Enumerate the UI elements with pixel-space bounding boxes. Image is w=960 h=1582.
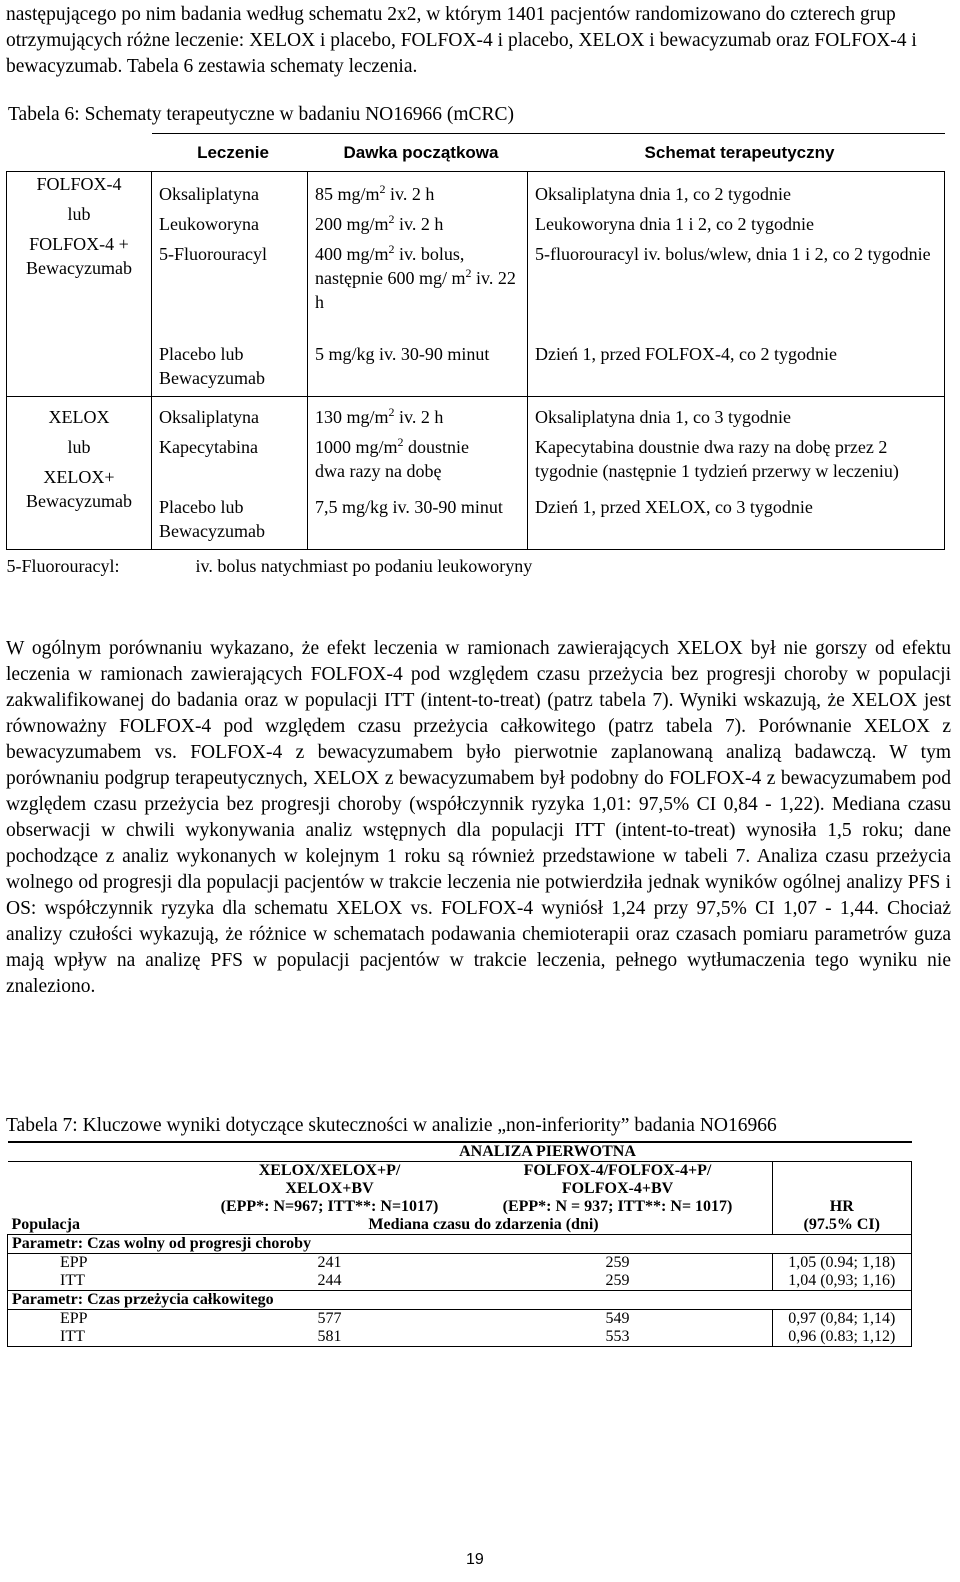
section-os: Parametr: Czas przeżycia całkowitego	[8, 1291, 912, 1310]
table6-caption: Tabela 6: Schematy terapeutyczne w badaniu NO16966 (mCRC)	[8, 104, 515, 125]
population-header: Populacja	[8, 1216, 196, 1235]
drug-cell: Oksaliplatyna Kapecytabina	[152, 397, 308, 484]
table7-section-row	[8, 1291, 912, 1310]
section-pfs: Parametr: Czas wolny od progresji choroby	[8, 1235, 912, 1254]
dose-cell: 7,5 mg/kg iv. 30-90 minut	[308, 483, 528, 550]
dose-cell: 130 $mg/m^2$ iv. 2 h 1000 $mg/m^2$ doustnie dwa razy na dobę	[308, 397, 528, 484]
hr-ci-header: (97.5% CI)	[772, 1216, 912, 1235]
table6-row	[7, 397, 945, 484]
table7-caption: Tabela 7: Kluczowe wyniki dotyczące skuteczności w analizie „non-inferiority” badania NO16966	[6, 1115, 777, 1136]
drug-cell: Placebo lub Bewacyzumab	[152, 330, 308, 397]
group-label-folfox: FOLFOX-4 lub FOLFOX-4 + Bewacyzumab	[7, 172, 152, 397]
drug-cell: Oksaliplatyna Leukoworyna 5-Fluorouracyl	[152, 172, 308, 331]
schedule-cell: Dzień 1, przed FOLFOX-4, co 2 tygodnie	[528, 330, 945, 397]
table-row: EPP 577 549 0,97 (0,84; 1,14)	[8, 1310, 912, 1329]
median-header: Mediana czasu do zdarzenia (dni)	[196, 1216, 773, 1235]
analysis-header: ANALIZA PIERWOTNA	[8, 1142, 912, 1162]
table7-arm-row	[8, 1162, 912, 1217]
schedule-cell: Oksaliplatyna dnia 1, co 3 tygodnie Kapecytabina doustnie dwa razy na dobę przez 2 tygodnie (następnie 1 tydzień przerwy w leczeniu)	[528, 397, 945, 484]
header-schedule: Schemat terapeutyczny	[528, 134, 945, 172]
table6-header-row	[7, 134, 945, 172]
table-row: EPP 241 259 1,05 (0.94; 1,18)	[8, 1254, 912, 1273]
schedule-cell: Dzień 1, przed XELOX, co 3 tygodnie	[528, 483, 945, 550]
table7	[7, 1141, 912, 1347]
arm-folfox: FOLFOX-4/FOLFOX-4+P/ FOLFOX-4+BV (EPP*: N = 937; ITT**: N= 1017)	[502, 1162, 733, 1215]
drug-cell: Placebo lub Bewacyzumab	[152, 483, 308, 550]
group-label-xelox: XELOX lub XELOX+ Bewacyzumab	[7, 397, 152, 550]
schedule-cell: Oksaliplatyna dnia 1, co 2 tygodnie Leukoworyna dnia 1 i 2, co 2 tygodnie 5-fluorouracyl iv. bolus/wlew, dnia 1 i 2, co 2 tygodnie	[528, 172, 945, 331]
dose-cell: 5 mg/kg iv. 30-90 minut	[308, 330, 528, 397]
intro-paragraph: następującego po nim badania według schematu 2x2, w którym 1401 pacjentów randomizowano do czterech grup otrzymujących różne leczenie: XELOX i placebo, FOLFOX-4 i placebo, XELOX i bewacyzumab oraz FOLFOX-4 i bewacyzumab. Tabela 6 zestawia schematy leczenia.	[6, 4, 917, 77]
header-dose: Dawka początkowa	[308, 134, 528, 172]
arm-xelox: XELOX/XELOX+P/ XELOX+BV (EPP*: N=967; ITT**: N=1017)	[220, 1162, 439, 1215]
table-row: ITT 244 259 1,04 (0,93; 1,16)	[8, 1272, 912, 1291]
table6	[6, 133, 945, 578]
body-paragraph: W ogólnym porównaniu wykazano, że efekt leczenia w ramionach zawierających XELOX był nie gorszy od efektu leczenia w ramionach zawierających FOLFOX-4 pod względem czasu przeżycia bez progresji choroby w populacji zakwalifikowanej do badania oraz w populacji ITT (intent-to-treat) (patrz tabela 7). Wyniki wskazują, że XELOX jest równoważny FOLFOX-4 pod względem czasu przeżycia całkowitego (patrz tabela 7). Porównanie XELOX z bewacyzumabem vs. FOLFOX-4 z bewacyzumabem było pierwotnie zaplanowaną analizą badawczą. W tym porównaniu podgrup terapeutycznych, XELOX z bewacyzumabem był podobny do FOLFOX-4 z bewacyzumabem pod względem czasu przeżycia bez progresji choroby (współczynnik ryzyka 1,01: 97,5% CI 0,84 - 1,22). Mediana czasu obserwacji w chwili wykonywania analiz wstępnych dla populacji ITT (intent-to-treat) wynosiła 1,5 roku; dane pochodzące z analiz wykonanych w kolejnym 1 roku są również przedstawione w tabeli 7. Analiza czasu przeżycia wolnego od progresji dla populacji pacjentów w trakcie leczenia nie potwierdziła jednak wyników ogólnej analizy PFS i OS: współczynnik ryzyka dla schematu XELOX vs. FOLFOX-4 wyniósł 1,24 przy 97,5% CI 1,07 - 1,44. Chociaż analizy czułości wykazują, że różnice w schematach podawania chemioterapii oraz czasach pomiaru parametrów guza mają wpływ na analizę PFS w populacji pacjentów w trakcie leczenia, pełnego wytłumaczenia tego wyniku nie znaleziono.	[6, 638, 951, 997]
header-treatment: Leczenie	[152, 134, 308, 172]
page-number: 19	[466, 1551, 484, 1568]
dose-cell: 85 $mg/m^2$ iv. 2 h 200 $mg/m^2$ iv. 2 h 400 $mg/m^2$ iv. bolus, następnie 600 mg/ $m^2$ iv. 22 h	[308, 172, 528, 331]
table-row: ITT 581 553 0,96 (0.83; 1,12)	[8, 1328, 912, 1347]
table7-label-row	[8, 1216, 912, 1235]
table6-footnote: 5-Fluorouracyl: iv. bolus natychmiast po podaniu leukoworyny	[6, 556, 533, 576]
table7-section-row	[8, 1235, 912, 1254]
table6-row	[7, 172, 945, 331]
hr-header: HR	[772, 1162, 912, 1217]
table7-analysis-row	[8, 1142, 912, 1162]
